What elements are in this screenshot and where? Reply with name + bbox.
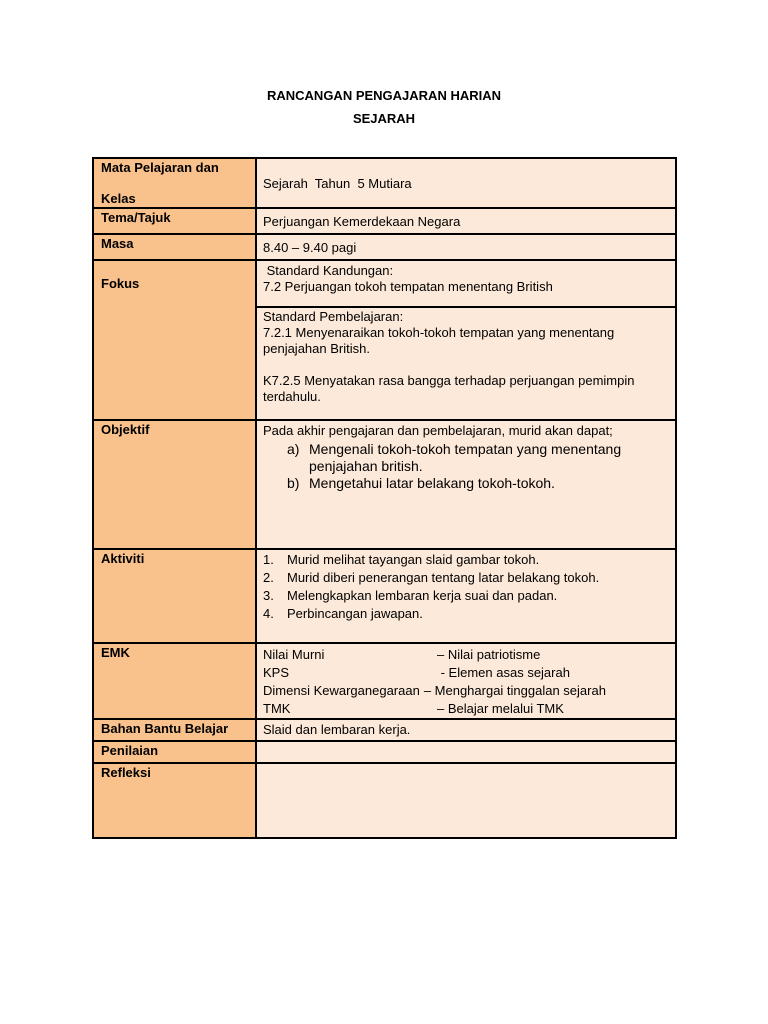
row-objektif [93, 420, 676, 549]
emk-value: – Menghargai tinggalan sejarah [423, 683, 606, 698]
row-label: Penilaian [93, 741, 256, 763]
row-refleksi [93, 763, 676, 838]
list-item [263, 606, 669, 622]
list-marker: 2. [263, 570, 274, 585]
row-label: Bahan Bantu Belajar [93, 719, 256, 741]
list-text: Mengenali tokoh-tokoh tempatan yang menentang penjajahan british. [309, 441, 622, 474]
emk-line [263, 700, 669, 718]
class-value: Sejarah Tahun 5 Mutiara [263, 176, 412, 191]
list-text: Murid diberi penerangan tentang latar belakang tokoh. [287, 570, 600, 585]
list-item [263, 441, 669, 475]
list-marker: a) [287, 441, 300, 457]
objektif-list [263, 441, 669, 492]
emk-line [263, 646, 669, 664]
row-value [256, 741, 676, 763]
row-value: Perjuangan Kemerdekaan Negara [256, 208, 676, 234]
row-aktiviti [93, 549, 676, 643]
list-item [263, 570, 669, 586]
objektif-intro: Pada akhir pengajaran dan pembelajaran, murid akan dapat; [263, 423, 613, 438]
sk-heading: Standard Kandungan: [263, 263, 394, 278]
list-text: Melengkapkan lembaran kerja suai dan padan. [287, 588, 558, 603]
emk-line [263, 664, 669, 682]
row-value [256, 158, 676, 208]
lesson-plan-table [92, 157, 677, 839]
emk-key: Dimensi Kewarganegaraan [263, 683, 420, 698]
list-item [263, 588, 669, 604]
row-label: Masa [93, 234, 256, 260]
row-label: Refleksi [93, 763, 256, 838]
row-label-line: Mata Pelajaran dan [101, 160, 219, 175]
row-value [256, 643, 676, 719]
sp-item: 7.2.1 Menyenaraikan tokoh-tokoh tempatan yang menentang penjajahan British. [263, 325, 615, 356]
sk-item: 7.2 Perjuangan tokoh tempatan menentang British [263, 279, 553, 294]
fokus-label: Fokus [101, 276, 140, 291]
emk-value: – Nilai patriotisme [437, 647, 541, 662]
list-text: Mengetahui latar belakang tokoh-tokoh. [309, 475, 555, 491]
list-marker: 4. [263, 606, 274, 621]
list-marker: 3. [263, 588, 274, 603]
list-text: Murid melihat tayangan slaid gambar tokoh. [287, 552, 540, 567]
row-value: 8.40 – 9.40 pagi [256, 234, 676, 260]
document-title: RANCANGAN PENGAJARAN HARIAN [266, 88, 501, 103]
row-label-line: Kelas [101, 191, 136, 206]
row-label [93, 260, 256, 420]
row-label: EMK [93, 643, 256, 719]
row-fokus-kandungan [93, 260, 676, 307]
standard-kandungan-cell [256, 260, 676, 307]
sp-heading: Standard Pembelajaran: [263, 309, 404, 324]
row-mata-pelajaran [93, 158, 676, 208]
row-emk [93, 643, 676, 719]
emk-line [263, 682, 669, 700]
row-value [256, 763, 676, 838]
emk-value: - Elemen asas sejarah [437, 665, 570, 680]
emk-key: KPS [263, 665, 290, 680]
row-tema [93, 208, 676, 234]
row-penilaian [93, 741, 676, 763]
subject-title: SEJARAH [352, 111, 416, 126]
emk-value: – Belajar melalui TMK [437, 701, 564, 716]
list-item [263, 552, 669, 568]
list-marker: 1. [263, 552, 274, 567]
list-marker: b) [287, 475, 300, 491]
sp-item: K7.2.5 Menyatakan rasa bangga terhadap perjuangan pemimpin terdahulu. [263, 373, 635, 404]
row-masa [93, 234, 676, 260]
row-bahan [93, 719, 676, 741]
aktiviti-list [263, 552, 669, 622]
emk-key: TMK [263, 701, 291, 716]
row-label: Tema/Tajuk [93, 208, 256, 234]
list-item [263, 475, 669, 492]
row-label: Aktiviti [93, 549, 256, 643]
row-value [256, 420, 676, 549]
emk-key: Nilai Murni [263, 647, 325, 662]
row-label: Objektif [93, 420, 256, 549]
row-value [256, 549, 676, 643]
standard-pembelajaran-cell [256, 307, 676, 420]
row-value: Slaid dan lembaran kerja. [256, 719, 676, 741]
list-text: Perbincangan jawapan. [287, 606, 423, 621]
row-label [93, 158, 256, 208]
